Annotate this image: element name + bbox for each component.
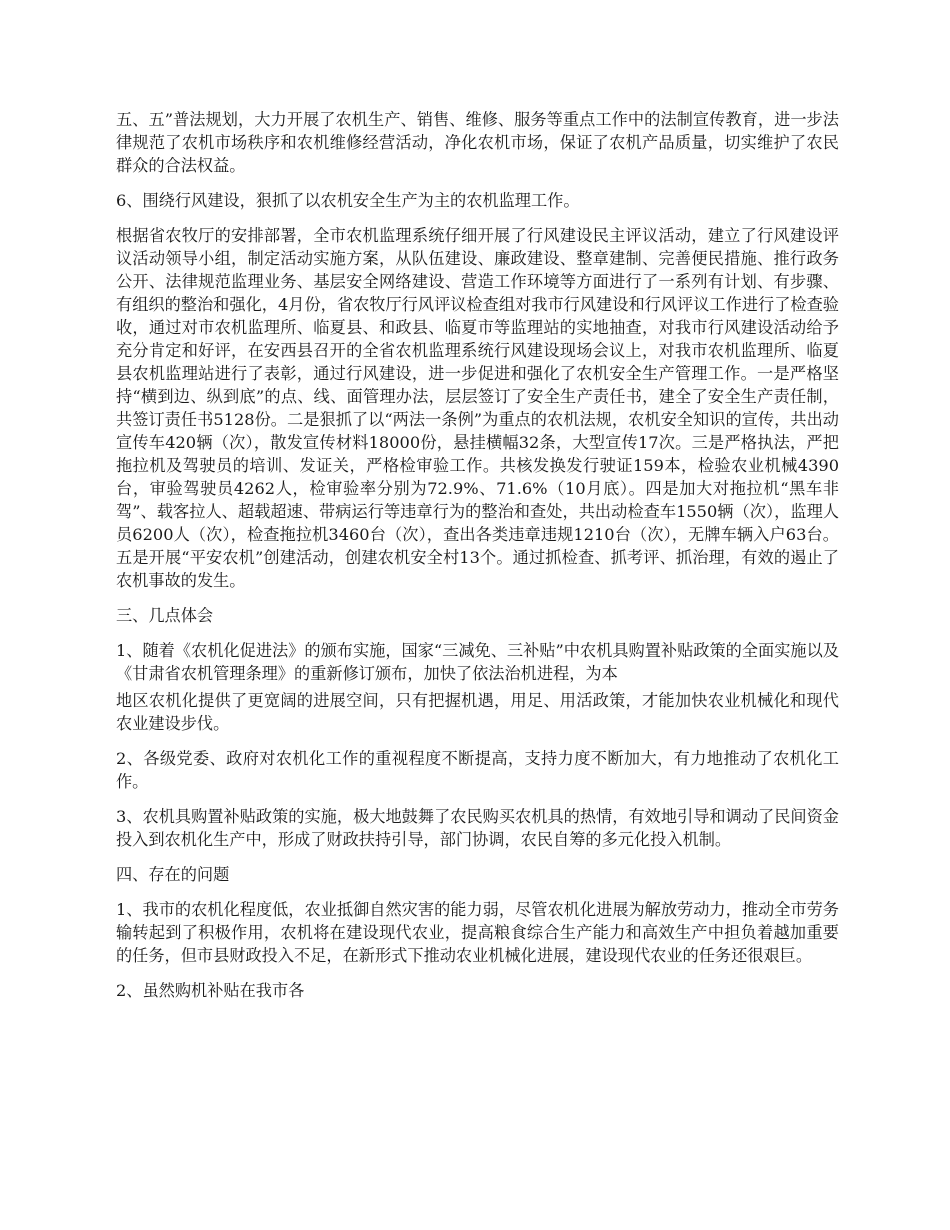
paragraph-problem-1: 1、我市的农机化程度低，农业抵御自然灾害的能力弱，尽管农机化进展为解放劳动力，推动全市劳务输转起到了积极作用，农机将在建设现代农业，提高粮食综合生产能力和高效生产中担负着越加重要的任务，但市县财政投入不足，在新形式下推动农业机械化进展，建设现代农业的任务还很艰巨。 bbox=[116, 900, 839, 965]
document-body bbox=[116, 108, 839, 1014]
paragraph-supervision-work: 根据省农牧厅的安排部署，全市农机监理系统仔细开展了行风建设民主评议活动，建立了行风建设评议活动领导小组，制定活动实施方案，从队伍建设、廉政建设、整章建制、完善便民措施、推行政务公开、法律规范监理业务、基层安全网络建设、营造工作环境等方面进行了一系列有计划、有步骤、有组织的整治和强化，4月份，省农牧厅行风评议检查组对我市行风建设和行风评议工作进行了检查验收，通过对市农机监理所、临夏县、和政县、临夏市等监理站的实地抽查，对我市行风建设活动给予充分肯定和好评，在安西县召开的全省农机监理系统行风建设现场会议上，对我市农机监理所、临夏县农机监理站进行了表彰，通过行风建设，进一步促进和强化了农机安全生产管理工作。一是严格坚持“横到边、纵到底”的点、线、面管理办法，层层签订了安全生产责任书，建全了安全生产责任制，共签订责任书5128份。二是狠抓了以“两法一条例”为重点的农机法规，农机安全知识的宣传，共出动宣传车420辆（次），散发宣传材料18000份，悬挂横幅32条，大型宣传17次。三是严格执法，严把拖拉机及驾驶员的培训、发证关，严格检审验工作。共核发换发行驶证159本，检验农业机械4390台，审验驾驶员4262人，检审验率分别为72.9%、71.6%（10月底）。四是加大对拖拉机“黑车非驾”、载客拉人、超载超速、带病运行等违章行为的整治和查处，共出动检查车1550辆（次），监理人员6200人（次），检查拖拉机3460台（次），查出各类违章违规1210台（次），无牌车辆入户63台。五是开展“平安农机”创建活动，创建农机安全村13个。通过抓检查、抓考评、抓治理，有效的遏止了农机事故的发生。 bbox=[116, 226, 839, 590]
paragraph-experience-1-part-1: 1、随着《农机化促进法》的颁布实施，国家“三减免、三补贴”中农机具购置补贴政策的全面实施以及《甘肃省农机管理条理》的重新修订颁布，加快了依法治机进程，为本 bbox=[116, 641, 839, 683]
paragraph-law-publicity: 五、五”普法规划，大力开展了农机生产、销售、维修、服务等重点工作中的法制宣传教育，进一步法律规范了农机市场秩序和农机维修经营活动，净化农机市场，保证了农机产品质量，切实维护了农民群众的合法权益。 bbox=[116, 110, 839, 175]
paragraph-experience-1-part-2: 地区农机化提供了更宽阔的进展空间，只有把握机遇，用足、用活政策，才能加快农业机械化和现代农业建设步伐。 bbox=[116, 691, 839, 733]
section-heading-experience: 三、几点体会 bbox=[116, 606, 214, 625]
paragraph-experience-2: 2、各级党委、政府对农机化工作的重视程度不断提高，支持力度不断加大，有力地推动了农机化工作。 bbox=[116, 749, 839, 791]
section-heading-problems: 四、存在的问题 bbox=[116, 865, 230, 884]
paragraph-problem-2: 2、虽然购机补贴在我市各 bbox=[116, 981, 305, 1000]
paragraph-item-6-heading: 6、围绕行风建设，狠抓了以农机安全生产为主的农机监理工作。 bbox=[116, 191, 580, 210]
paragraph-experience-3: 3、农机具购置补贴政策的实施，极大地鼓舞了农民购买农机具的热情，有效地引导和调动了民间资金投入到农机化生产中，形成了财政扶持引导，部门协调，农民自筹的多元化投入机制。 bbox=[116, 807, 839, 849]
